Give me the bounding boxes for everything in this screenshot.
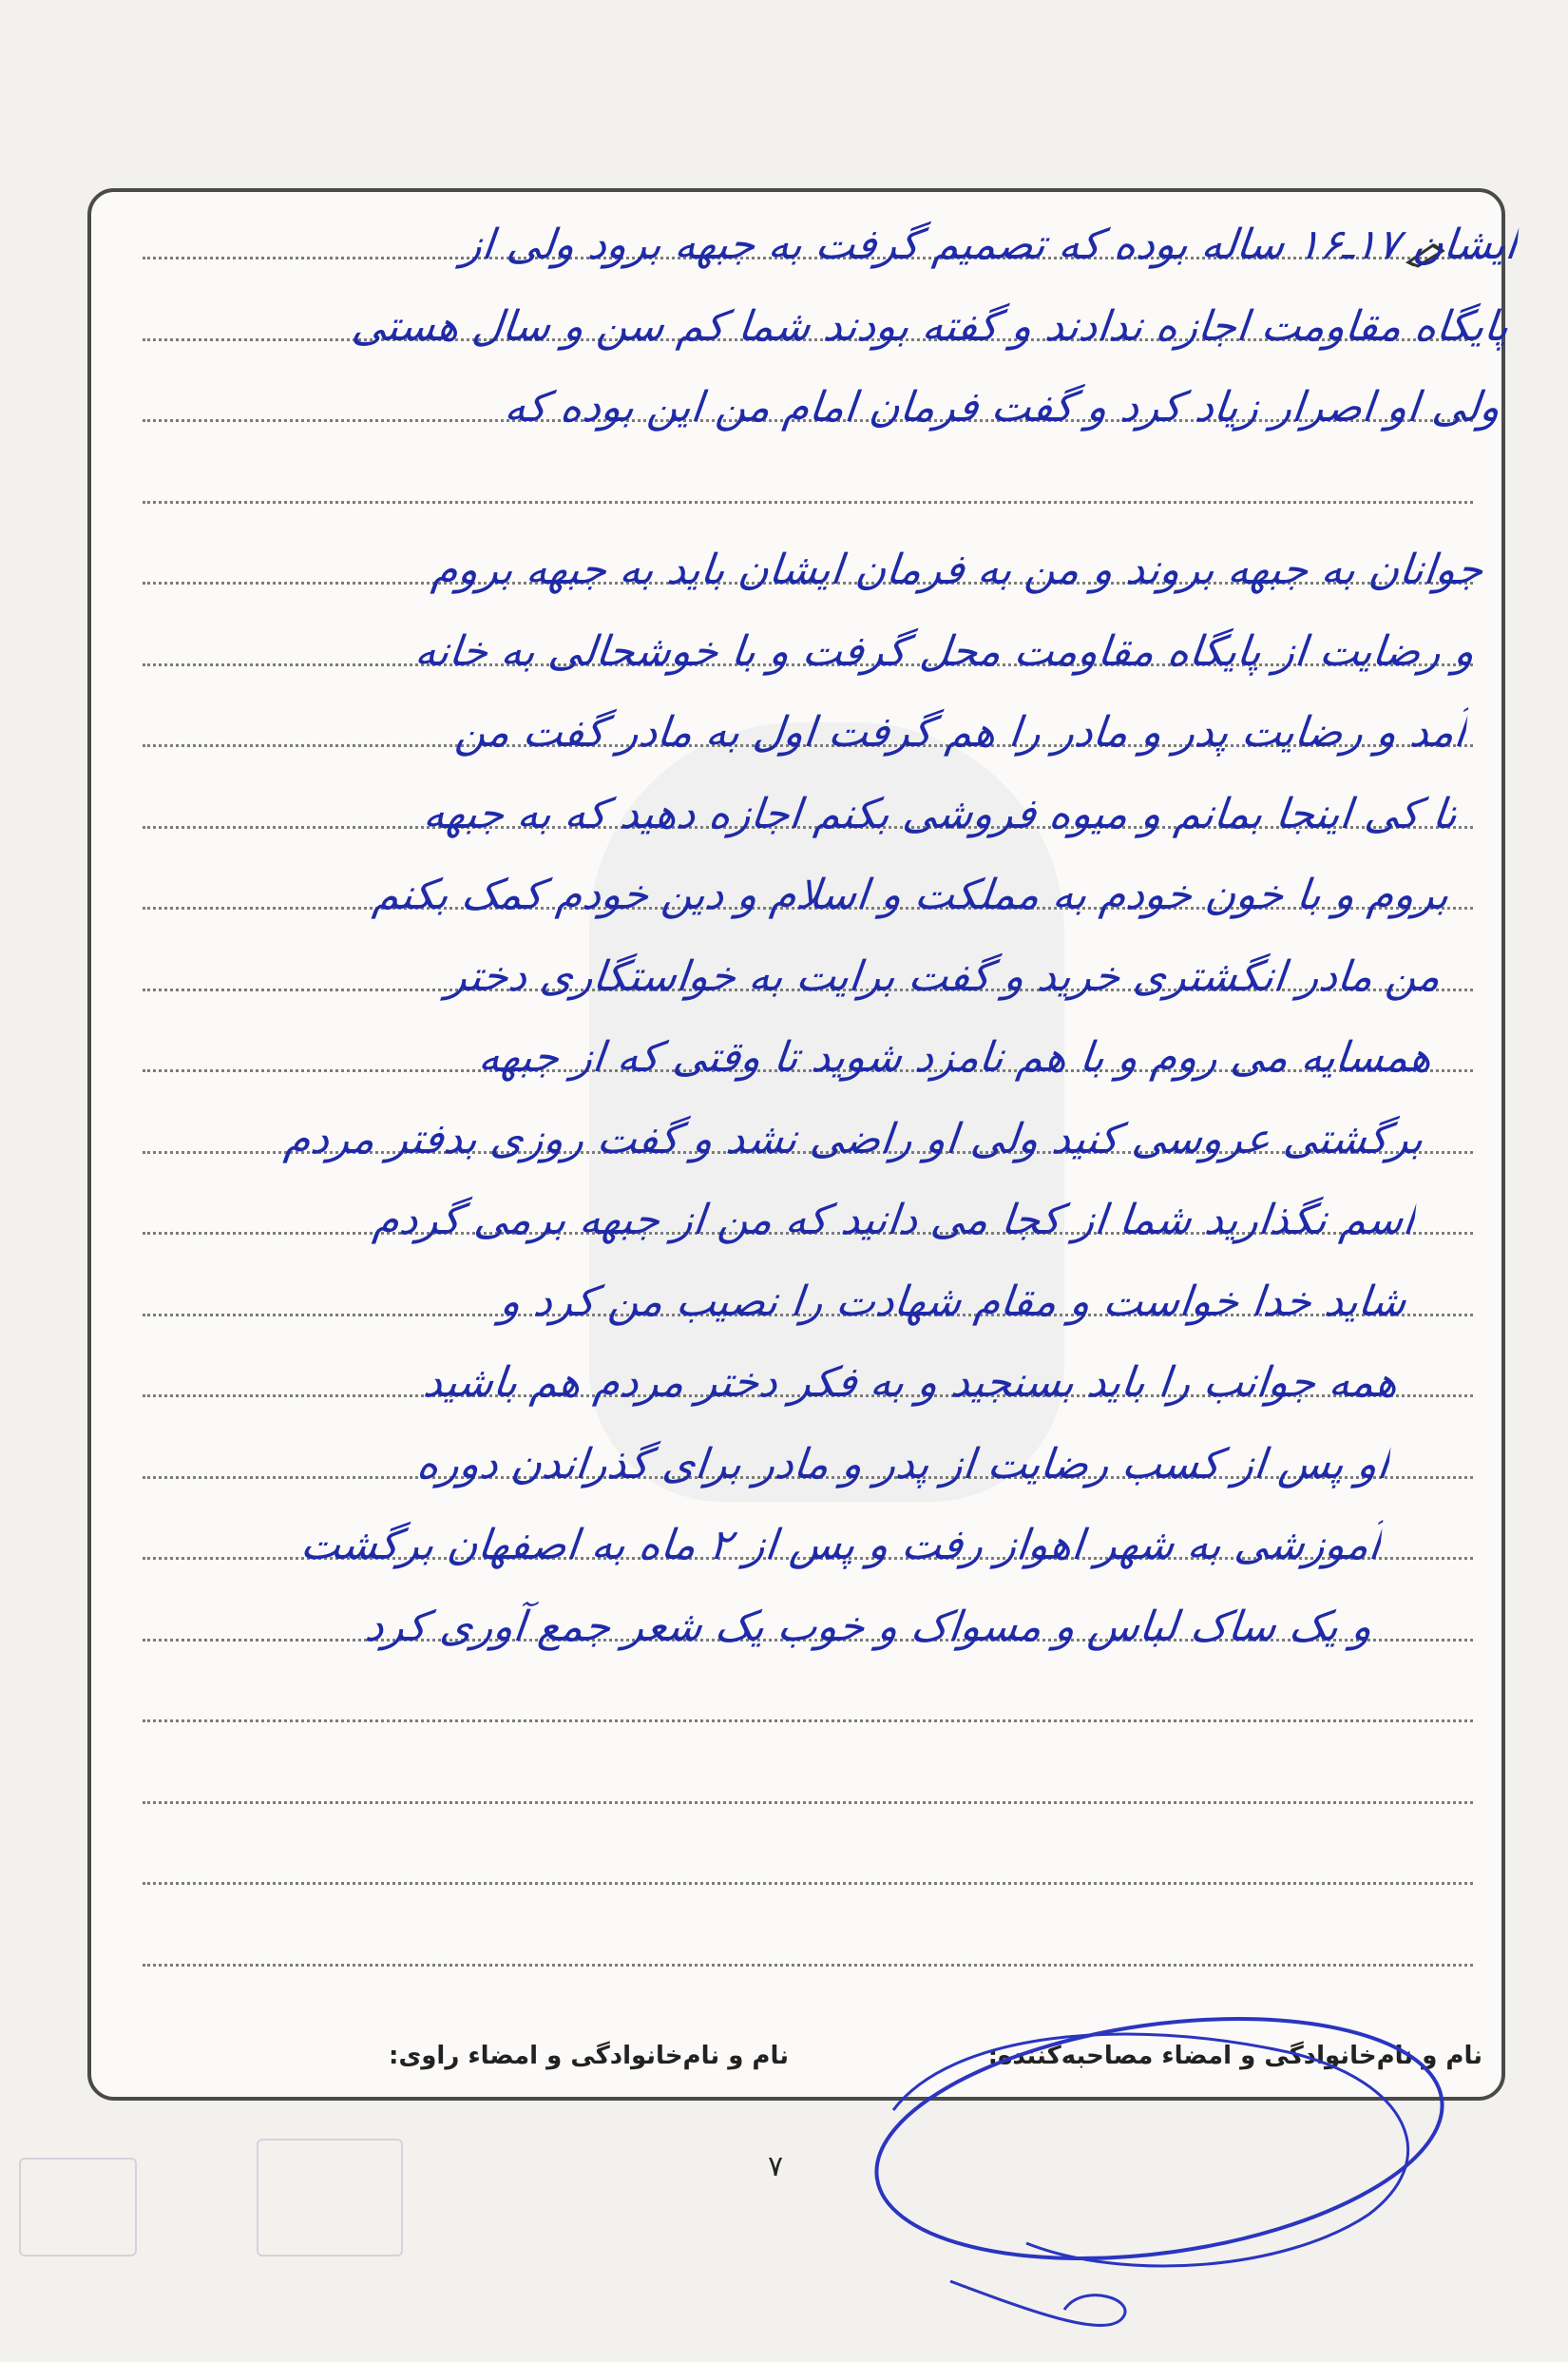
ruled-line: [143, 1882, 1473, 1885]
handwritten-line: [157, 449, 1496, 530]
handwritten-line: آموزشی به شهر اهواز رفت و پس از ۲ ماه به اصفهان برگشت: [298, 1521, 1384, 1569]
ruled-line: [143, 1801, 1473, 1804]
handwritten-text: [37, 204, 1521, 1667]
handwritten-line: ایشان ۱۷ـ۱۶ ساله بوده که تصمیم گرفت به جبهه برود ولی از: [459, 221, 1520, 269]
handwritten-line: او پس از کسب رضایت از پدر و مادر برای گذراندن دوره: [414, 1439, 1392, 1488]
handwritten-line: همسایه می روم و با هم نامزد شوید تا وقتی که از جبهه: [476, 1033, 1435, 1082]
ruled-line: [143, 1964, 1473, 1967]
handwritten-line: بروم و با خون خودم به مملکت و اسلام و دین خودم کمک بکنم: [371, 871, 1452, 919]
handwritten-line: آمد و رضایت پدر و مادر را هم گرفت اول به مادر گفت من: [452, 708, 1469, 757]
handwritten-line: پایگاه مقاومت اجازه ندادند و گفته بودند شما کم سن و سال هستی: [349, 301, 1512, 351]
handwritten-line: و یک ساک لباس و مسواک و خوب یک شعر جمع آوری کرد: [362, 1602, 1375, 1651]
handwritten-line: ولی او اصرار زیاد کرد و گفت فرمان امام من این بوده که: [502, 383, 1503, 432]
handwritten-line: اسم نگذارید شما از کجا می دانید که من از جبهه برمی گردم: [371, 1196, 1418, 1244]
handwritten-line: و رضایت از پایگاه مقاومت محل گرفت و با خوشحالی به خانه: [412, 626, 1478, 676]
ruled-line: [143, 1719, 1473, 1722]
handwritten-line: جوانان به جبهه بروند و من به فرمان ایشان باید به جبهه بروم: [430, 546, 1486, 594]
handwritten-line: شاید خدا خواست و مقام شهادت را نصیب من کرد و: [497, 1277, 1409, 1326]
handwritten-line: تا کی اینجا بمانم و میوه فروشی بکنم اجازه دهید که به جبهه: [421, 789, 1461, 838]
handwritten-line: همه جوانب را باید بسنجید و به فکر دختر مردم هم باشید: [421, 1358, 1401, 1407]
stamp-ghost-middle: [257, 2139, 403, 2256]
page-number: ۷: [768, 2150, 784, 2183]
signature-mark: [836, 1996, 1520, 2357]
handwritten-line: من مادر انگشتری خرید و گفت برایت به خواستگاری دختر: [444, 951, 1444, 1001]
interviewer-signature-label: نام و نام‌خانوادگی و امضاء مصاحبه‌کننده:: [987, 2042, 1482, 2070]
handwritten-line: برگشتی عروسی کنید ولی او راضی نشد و گفت روزی بدفتر مردم: [282, 1114, 1426, 1163]
stamp-ghost-left: [19, 2158, 137, 2256]
narrator-signature-label: نام و نام‌خانوادگی و امضاء راوی:: [389, 2042, 789, 2070]
